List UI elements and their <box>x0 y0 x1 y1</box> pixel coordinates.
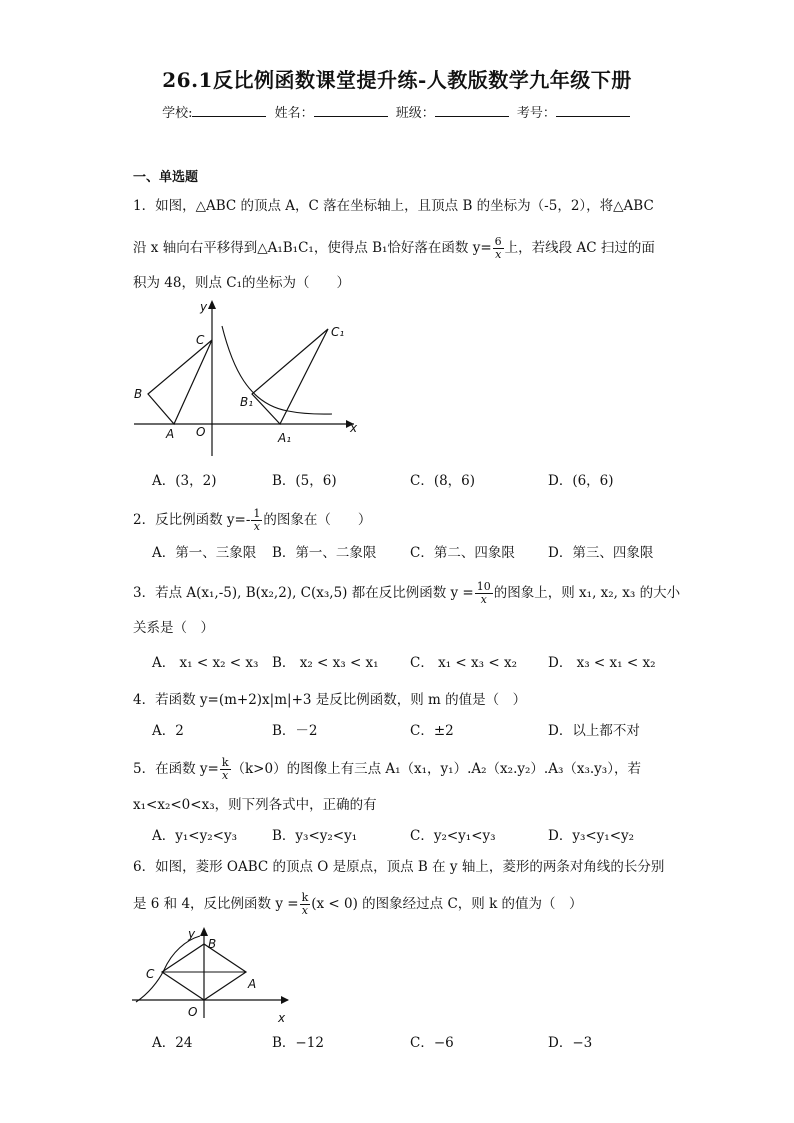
q5-line1 <box>133 757 641 782</box>
q6-y-arrow <box>200 927 208 936</box>
q1-line2-text-b: 上，若线段 AC 扫过的面 <box>504 240 655 256</box>
q6-option-c[interactable]: C．−6 <box>410 1035 454 1051</box>
number-label: 考号： <box>516 106 556 121</box>
q1-frac-denominator: x <box>495 248 502 261</box>
q3-frac-numerator: 10 <box>476 580 491 593</box>
q2-option-d[interactable]: D．第三、四象限 <box>548 545 654 561</box>
q1-label-a1: A₁ <box>278 431 292 445</box>
q1-line2 <box>133 236 655 261</box>
q1-triangle-a1b1c1 <box>252 329 328 424</box>
q4-option-d[interactable]: D．以上都不对 <box>548 723 640 739</box>
q1-line3: 积为 48，则点 C₁的坐标为（ ） <box>133 275 351 291</box>
q6-label-x: x <box>278 1011 286 1025</box>
q5-text-b: （k>0）的图像上有三点 A₁（x₁，y₁）.A₂（x₂.y₂）.A₃（x₃.y₃），若 <box>231 761 641 777</box>
q4-option-b[interactable]: B．－2 <box>272 723 318 739</box>
q1-line2-text-a: 沿 x 轴向右平移得到△A₁B₁C₁，使得点 B₁恰好落在函数 y= <box>133 240 492 256</box>
q3-line2: 关系是（ ） <box>133 620 214 636</box>
q5-line2: x₁<x₂<0<x₃，则下列各式中，正确的有 <box>133 797 377 813</box>
q1-y-arrow <box>208 300 216 309</box>
q5-fraction <box>220 757 231 782</box>
q3-option-b[interactable]: B． x₂ < x₃ < x₁ <box>272 655 379 671</box>
q1-label-c: C <box>196 333 205 347</box>
q6-frac-denominator: x <box>301 904 309 917</box>
q1-label-x: x <box>350 421 358 435</box>
q5-option-b[interactable]: B．y₃<y₂<y₁ <box>272 828 358 844</box>
q2-fraction <box>251 508 262 533</box>
q6-label-o: O <box>188 1005 198 1019</box>
q3-option-a[interactable]: A． x₁ < x₂ < x₃ <box>152 655 259 671</box>
q1-option-b[interactable]: B．(5，6) <box>272 473 337 489</box>
q2-frac-denominator: x <box>253 520 260 533</box>
q6-label-c: C <box>146 967 155 981</box>
q6-text-b: (x < 0) 的图象经过点 C，则 k 的值为（ ） <box>311 896 583 912</box>
q6-option-b[interactable]: B．−12 <box>272 1035 324 1051</box>
q3-text-b: 的图象上，则 x₁, x₂, x₃ 的大小 <box>493 585 681 601</box>
q2-frac-numerator: 1 <box>253 507 261 520</box>
school-label: 学校: <box>162 106 193 121</box>
q5-option-d[interactable]: D．y₃<y₁<y₂ <box>548 828 635 844</box>
q2-text-b: 的图象在（ ） <box>263 512 372 528</box>
section-heading: 一、单选题 <box>133 170 199 185</box>
q1-option-c[interactable]: C．(8，6) <box>410 473 476 489</box>
q1-label-y: y <box>200 300 208 314</box>
q2-line1 <box>133 508 371 533</box>
q1-figure <box>128 296 368 460</box>
q3-option-c[interactable]: C． x₁ < x₃ < x₂ <box>410 655 517 671</box>
q3-option-d[interactable]: D． x₃ < x₁ < x₂ <box>548 655 656 671</box>
q4-line1: 4．若函数 y=(m+2)x|m|+3 是反比例函数，则 m 的值是（ ） <box>133 692 527 708</box>
number-blank[interactable] <box>556 104 630 117</box>
q4-option-c[interactable]: C．±2 <box>410 723 454 739</box>
q2-option-c[interactable]: C．第二、四象限 <box>410 545 515 561</box>
q6-line2 <box>133 892 583 917</box>
q5-frac-numerator: k <box>221 756 229 769</box>
page-title: 26.1反比例函数课堂提升练-人教版数学九年级下册 <box>162 68 632 92</box>
q1-label-c1: C₁ <box>331 325 345 339</box>
q1-triangle-abc <box>148 340 212 424</box>
name-blank[interactable] <box>314 104 388 117</box>
q6-option-a[interactable]: A．24 <box>152 1035 193 1051</box>
q6-option-d[interactable]: D．−3 <box>548 1035 593 1051</box>
q1-line1: 1．如图，△ABC 的顶点 A，C 落在坐标轴上，且顶点 B 的坐标为（-5，2），将△ABC <box>133 198 654 214</box>
q6-label-a: A <box>248 977 257 991</box>
school-blank[interactable] <box>192 104 266 117</box>
q5-frac-denominator: x <box>222 769 229 782</box>
q1-option-d[interactable]: D．(6，6) <box>548 473 614 489</box>
q1-fraction <box>493 236 504 261</box>
q6-x-arrow <box>281 996 289 1004</box>
q3-fraction <box>475 581 493 606</box>
q4-option-a[interactable]: A．2 <box>152 723 184 739</box>
q5-text-a: 5．在函数 y= <box>133 761 219 777</box>
q2-option-a[interactable]: A．第一、三象限 <box>152 545 257 561</box>
q1-label-a: A <box>166 427 175 441</box>
q3-frac-denominator: x <box>480 593 487 606</box>
q3-text-a: 3．若点 A(x₁,-5), B(x₂,2), C(x₃,5) 都在反比例函数 y = <box>133 585 474 601</box>
q1-label-b1: B₁ <box>240 395 254 409</box>
q6-fraction <box>300 892 311 917</box>
q6-line1: 6．如图，菱形 OABC 的顶点 O 是原点，顶点 B 在 y 轴上，菱形的两条对角线的长分别 <box>133 859 665 875</box>
q1-option-a[interactable]: A．(3，2) <box>152 473 217 489</box>
q3-line1 <box>133 581 680 606</box>
class-blank[interactable] <box>435 104 509 117</box>
q1-frac-numerator: 6 <box>494 235 502 248</box>
q6-label-b: B <box>208 937 217 951</box>
q5-option-a[interactable]: A．y₁<y₂<y₃ <box>152 828 237 844</box>
q1-label-b: B <box>134 387 143 401</box>
name-label: 姓名： <box>274 106 314 121</box>
q6-figure <box>128 922 298 1026</box>
q6-label-y: y <box>188 927 196 941</box>
q2-option-b[interactable]: B．第一、二象限 <box>272 545 377 561</box>
q6-text-a: 是 6 和 4，反比例函数 y = <box>133 896 299 912</box>
q2-text-a: 2．反比例函数 y=- <box>133 512 251 528</box>
q6-frac-numerator: k <box>301 891 309 904</box>
student-info-row <box>0 102 794 121</box>
q1-label-o: O <box>196 425 206 439</box>
q5-option-c[interactable]: C．y₂<y₁<y₃ <box>410 828 496 844</box>
class-label: 班级： <box>395 106 435 121</box>
